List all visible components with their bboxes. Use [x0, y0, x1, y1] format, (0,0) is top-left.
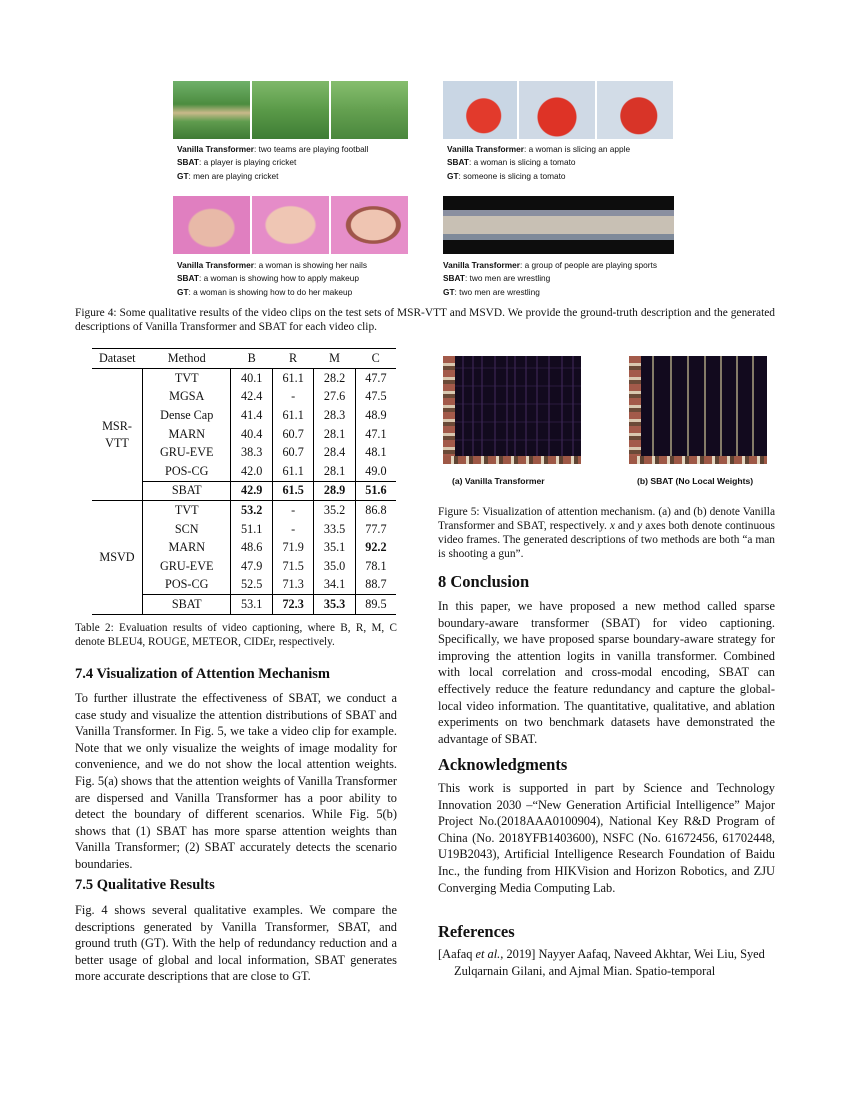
score-cell: 34.1 — [314, 576, 355, 595]
score-cell: 72.3 — [272, 595, 313, 615]
method-cell: GRU-EVE — [143, 557, 231, 576]
score-cell: - — [272, 501, 313, 520]
col-header: M — [314, 349, 355, 369]
score-cell: 60.7 — [272, 443, 313, 462]
method-cell: POS-CG — [143, 462, 231, 481]
score-cell: 33.5 — [314, 520, 355, 539]
score-cell: 42.4 — [231, 388, 272, 407]
score-cell: - — [272, 388, 313, 407]
table-row — [92, 501, 396, 520]
score-cell: 40.1 — [231, 369, 272, 388]
score-cell: 47.9 — [231, 557, 272, 576]
video-clip-tomato — [443, 81, 673, 139]
score-cell: 77.7 — [365, 521, 387, 536]
method-cell: SBAT — [143, 481, 231, 501]
video-frame — [443, 196, 674, 254]
score-cell: 40.4 — [231, 425, 272, 444]
score-cell: 71.9 — [272, 538, 313, 557]
col-header: B — [231, 349, 272, 369]
acknowledgments-heading: Acknowledgments — [438, 755, 568, 774]
method-cell: SCN — [143, 520, 231, 539]
method-cell: GRU-EVE — [143, 443, 231, 462]
figure-5b-label: (b) SBAT (No Local Weights) — [637, 476, 754, 486]
acknowledgments-body: This work is supported in part by Science and Technology Innovation 2030 –“New Generation Artificial Intelligence” Major Project No.(2018AAA0100904), National Key R&D Program of China (No. 2018YFB1403600), NSFC (No. 61672456, 61702448, U19B2043), Artificial Intelligence Research Foundation of Baidu Inc., the funding from HIKVision and Horizon Robotics, and ZJU Converging Media Computing Lab. — [438, 781, 775, 895]
col-header: Dataset — [92, 349, 143, 369]
method-cell: SBAT — [143, 595, 231, 615]
video-clip-makeup — [173, 196, 408, 254]
score-cell: 47.7 — [365, 370, 387, 385]
dataset-cell: MSR-VTT — [92, 369, 143, 501]
attention-heatmap-sbat — [629, 356, 767, 464]
score-cell: 52.5 — [231, 576, 272, 595]
col-header: R — [272, 349, 313, 369]
figure-5a-label: (a) Vanilla Transformer — [452, 476, 545, 486]
clip-caption-4: Vanilla Transformer: a group of people are playing sports SBAT: two men are wrestling GT: two men are wrestling — [443, 260, 658, 297]
figure-4-caption: Figure 4: Some qualitative results of the video clips on the test sets of MSR-VTT and MSVD. We provide the ground-truth description and the generated descriptions of Vanilla Transformer and SBAT for each video clip. — [75, 307, 775, 333]
score-cell: 61.5 — [272, 481, 313, 501]
score-cell: 28.4 — [314, 443, 355, 462]
score-cell: 28.2 — [314, 369, 355, 388]
video-frame — [331, 196, 408, 254]
score-cell: 61.1 — [272, 462, 313, 481]
score-cell: 71.3 — [272, 576, 313, 595]
method-cell: MARN — [143, 538, 231, 557]
references-heading: References — [438, 922, 515, 941]
score-cell: 28.1 — [314, 462, 355, 481]
score-cell: 35.0 — [314, 557, 355, 576]
clip-caption-1: Vanilla Transformer: two teams are playing football SBAT: a player is playing cricket GT: men are playing cricket — [177, 144, 369, 181]
score-cell: 42.9 — [231, 481, 272, 501]
score-cell: 53.2 — [231, 501, 272, 520]
score-cell: - — [272, 520, 313, 539]
score-cell: 51.6 — [355, 481, 396, 501]
score-cell: 92.2 — [365, 540, 387, 555]
video-frame — [173, 196, 250, 254]
table-2-caption: Table 2: Evaluation results of video captioning, where B, R, M, C denote BLEU4, ROUGE, METEOR, CIDEr, respectively. — [75, 622, 397, 648]
score-cell: 41.4 — [231, 406, 272, 425]
conclusion-body: In this paper, we have proposed a new method called sparse boundary-aware transformer (SBAT) for video captioning. Specifically, we have proposed sparse boundary-aware strategy for improving the attention logits in vanilla transformer. Combined with local correlation and cross-modal encoding, SBAT can effectively reduce the feature redundancy and capture the global-local video information. The quantitative, qualitative, and ablation experiments on two benchmark datasets have demonstrated the advantage of SBAT. — [438, 599, 775, 746]
section-7-4-heading: 7.4 Visualization of Attention Mechanism — [75, 666, 330, 682]
method-cell: Dense Cap — [143, 406, 231, 425]
score-cell: 48.6 — [231, 538, 272, 557]
video-frame — [252, 196, 329, 254]
figure-5-caption: Figure 5: Visualization of attention mechanism. (a) and (b) denote Vanilla Transformer and SBAT, respectively. x and y axes both denote continuous video frames. The generated descriptions of two methods are both “a man is shooting a gun”. — [438, 506, 775, 560]
score-cell: 61.1 — [272, 406, 313, 425]
attention-heatmap-vanilla — [443, 356, 581, 464]
score-cell: 35.3 — [314, 595, 355, 615]
conclusion-heading: 8 Conclusion — [438, 572, 530, 591]
score-cell: 48.9 — [365, 407, 387, 422]
score-cell: 88.7 — [365, 577, 387, 592]
clip-caption-3: Vanilla Transformer: a woman is showing her nails SBAT: a woman is showing how to apply makeup GT: a woman is showing how to do her makeup — [177, 260, 367, 297]
score-cell: 48.1 — [365, 445, 387, 460]
score-cell: 27.6 — [314, 388, 355, 407]
col-header: C — [355, 349, 396, 369]
video-frame — [519, 81, 595, 139]
score-cell: 47.5 — [365, 389, 387, 404]
video-frame — [443, 81, 517, 139]
results-table — [92, 348, 396, 615]
col-header: Method — [143, 349, 231, 369]
heatmap-sparse — [641, 356, 767, 456]
video-clip-wrestling — [443, 196, 674, 254]
video-frame — [597, 81, 673, 139]
score-cell: 28.9 — [314, 481, 355, 501]
score-cell: 53.1 — [231, 595, 272, 615]
section-7-5-body: Fig. 4 shows several qualitative examples. We compare the descriptions generated by Vanilla Transformer, SBAT, and ground truth (GT). With the help of redundancy reduction and a better usage of global and local information, SBAT generates more accurate descriptions that are close to GT. — [75, 903, 397, 984]
score-cell: 42.0 — [231, 462, 272, 481]
score-cell: 35.1 — [314, 538, 355, 557]
score-cell: 35.2 — [314, 501, 355, 520]
table-row — [92, 369, 396, 388]
score-cell: 61.1 — [272, 369, 313, 388]
method-cell: MGSA — [143, 388, 231, 407]
score-cell: 28.1 — [314, 425, 355, 444]
score-cell: 60.7 — [272, 425, 313, 444]
method-cell: POS-CG — [143, 576, 231, 595]
method-cell: TVT — [143, 369, 231, 388]
score-cell: 49.0 — [365, 463, 387, 478]
reference-aafaq-2019: [Aafaq et al., 2019] Nayyer Aafaq, Naveed Akhtar, Wei Liu, Syed Zulqarnain Gilani, and Ajmal Mian. Spatio-temporal — [438, 947, 765, 978]
dataset-cell: MSVD — [92, 501, 143, 615]
score-cell: 28.3 — [314, 406, 355, 425]
score-cell: 89.5 — [355, 595, 396, 615]
heatmap-dispersed — [455, 356, 581, 456]
video-frame — [173, 81, 250, 139]
video-frame — [331, 81, 408, 139]
section-7-4-body: To further illustrate the effectiveness of SBAT, we conduct a case study and visualize the attention distributions of SBAT and Vanilla Transformer. In Fig. 5, we take a video clip for example. Note that we only visualize the weights of image modality for convenience, and we do not show the local attention weights. Fig. 5(a) shows that the attention weights of Vanilla Transformer are dispersed and Vanilla Transformer has a poor ability to detect the boundary of different scenarios. While Fig. 5(b) shows that (1) SBAT has more sparse attention weights than Vanilla Transformer; (2) SBAT accurately detects the scenario boundaries. — [75, 691, 397, 871]
score-cell: 86.8 — [365, 502, 387, 517]
score-cell: 78.1 — [365, 558, 387, 573]
video-clip-cricket — [173, 81, 408, 139]
method-cell: TVT — [143, 501, 231, 520]
score-cell: 51.1 — [231, 520, 272, 539]
score-cell: 71.5 — [272, 557, 313, 576]
video-frame — [252, 81, 329, 139]
score-cell: 38.3 — [231, 443, 272, 462]
clip-caption-2: Vanilla Transformer: a woman is slicing an apple SBAT: a woman is slicing a tomato GT: someone is slicing a tomato — [447, 144, 631, 181]
section-7-5-heading: 7.5 Qualitative Results — [75, 877, 215, 893]
table-header-row — [92, 349, 396, 369]
method-cell: MARN — [143, 425, 231, 444]
score-cell: 47.1 — [365, 426, 387, 441]
